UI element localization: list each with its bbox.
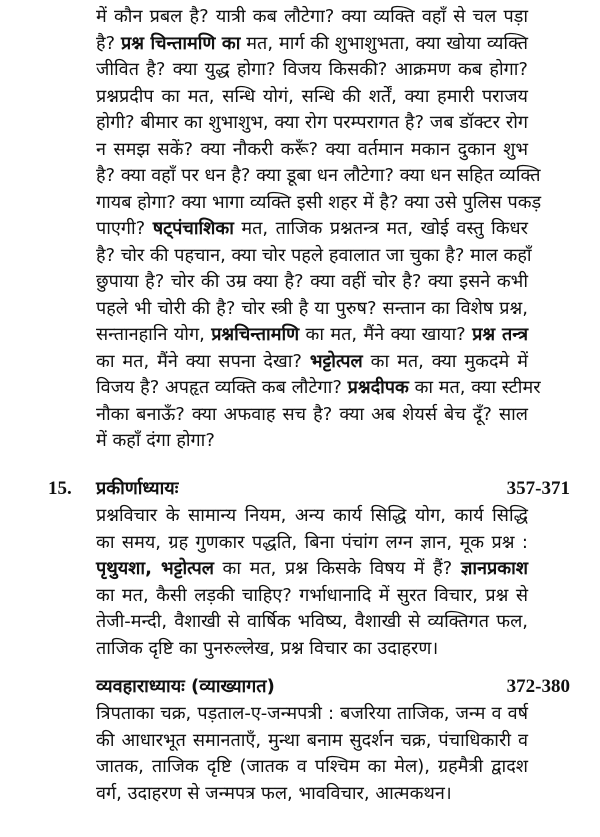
bold-reference: प्रश्नचिन्तामणि	[211, 324, 300, 345]
text-line	[96, 110, 528, 137]
intro-paragraph	[96, 4, 542, 455]
text-segment: है? क्या वहाँ पर धन है? क्या डूबा धन लौटेगा? क्या धन सहित व्यक्ति	[96, 165, 541, 186]
text-segment: छुपाया है? चोर की उम्र क्या है? क्या वहीं चोर है? क्या इसने कभी	[96, 271, 528, 292]
text-segment: मत, मार्ग की शुभाशुभता, क्या खोया व्यक्ति	[240, 32, 528, 54]
section-15-title: प्रकीर्णाध्यायः	[96, 478, 179, 499]
text-segment: का मत, प्रश्न किसके विषय में हैं?	[213, 558, 461, 579]
section-number: 15.	[48, 478, 72, 499]
text-line	[96, 296, 528, 323]
bold-reference: पृथुयशा, भट्टोत्पल	[96, 558, 214, 579]
text-segment: का मत, मैंने क्या खाया?	[299, 324, 473, 345]
text-segment: जीवित है? क्या युद्ध होगा? विजय किसकी? आक्रमण कब होगा?	[96, 59, 528, 80]
text-segment: प्रश्नप्रदीप का मत, सन्धि योगं, सन्धि की शर्तें, क्या हमारी पराजय	[96, 85, 528, 107]
text-line	[96, 701, 528, 728]
text-segment: की आधारभूत समानताएँ, मुन्था बनाम सुदर्शन चक्र, पंचाधिकारी व	[96, 729, 528, 751]
text-line	[96, 163, 541, 190]
bold-reference: प्रश्न तन्त्र	[472, 324, 529, 345]
text-segment: का मत, मैंने क्या सपना देखा?	[96, 350, 310, 372]
text-line	[96, 84, 528, 111]
text-line	[96, 322, 528, 349]
text-segment: का मत, कैसी लड़की चाहिए? गर्भाधानादि में सुरत विचार, प्रश्न से	[96, 584, 528, 606]
text-line	[96, 402, 528, 429]
text-segment: जातक, ताजिक दृष्टि (जातक व पश्चिम का मेल), ग्रहमैत्री द्वादश	[96, 756, 528, 777]
text-line	[96, 754, 528, 781]
text-line	[96, 781, 528, 808]
text-line	[96, 728, 528, 755]
text-line	[96, 583, 528, 610]
text-line	[96, 428, 528, 455]
section-16-title: व्यवहाराध्यायः (व्याख्यागत)	[96, 676, 275, 697]
text-segment: पहले भी चोरी की है? चोर स्त्री है या पुरुष? सन्तान का विशेष प्रश्न,	[96, 297, 528, 319]
text-segment: होगी? बीमार का शुभाशुभ, क्या रोग परम्परागत है? जब डॉक्टर रोग	[96, 112, 528, 133]
section-16-body	[96, 701, 528, 807]
section-16-pages: 372-380	[506, 676, 570, 697]
text-line	[96, 269, 528, 296]
text-segment: का मत, क्या स्टीमर	[408, 377, 541, 398]
text-segment: तेजी-मन्दी, वैशाखी से वार्षिक भविष्य, वैशाखी से व्यक्तिगत फल,	[96, 611, 528, 632]
text-segment: में कौन प्रबल है? यात्री कब लौटेगा? क्या व्यक्ति वहाँ से चल पड़ा	[96, 6, 528, 27]
text-line	[96, 636, 528, 663]
text-line	[96, 137, 528, 164]
text-line	[96, 190, 542, 217]
text-line	[96, 503, 528, 530]
text-segment: है?	[96, 32, 122, 54]
section-15-pages: 357-371	[506, 478, 570, 499]
text-line	[96, 57, 528, 84]
text-segment: सन्तानहानि योग,	[96, 324, 212, 345]
text-line	[96, 556, 528, 583]
text-segment: न समझ सकें? क्या नौकरी करूँ? क्या वर्तमान मकान दुकान शुभ	[96, 138, 528, 160]
text-segment: में कहाँ दंगा होगा?	[96, 430, 215, 451]
bold-reference: भट्टोत्पल	[309, 350, 363, 372]
text-segment: का मत, क्या मुकदमे में	[362, 350, 529, 372]
text-segment: है? चोर की पहचान, क्या चोर पहले हवालात जा चुका है? माल कहाँ	[96, 244, 532, 266]
text-segment: का समय, ग्रह गुणकार पद्धति, बिना पंचांग लग्न ज्ञान, मूक प्रश्न :	[96, 531, 528, 553]
text-line	[96, 375, 541, 402]
text-segment: पाएगी?	[96, 218, 153, 239]
text-segment: प्रश्नविचार के सामान्य नियम, अन्य कार्य सिद्धि योग, कार्य सिद्धि	[96, 505, 528, 526]
text-segment: ताजिक दृष्टि का पुनरुल्लेख, प्रश्न विचार का उदाहरण।	[96, 637, 439, 659]
text-segment: मत, ताजिक प्रश्नतन्त्र मत, खोई वस्तु किधर	[233, 218, 528, 239]
bold-reference: ज्ञानप्रकाश	[460, 558, 528, 579]
section-15-body	[96, 503, 528, 662]
text-line	[96, 530, 528, 557]
bold-reference: षट्पंचाशिका	[152, 218, 234, 239]
text-segment: विजय है? अपहृत व्यक्ति कब लौटेगा?	[96, 377, 348, 398]
text-line	[96, 216, 528, 243]
text-line	[96, 4, 528, 31]
text-line	[96, 349, 528, 376]
text-segment: गायब होगा? क्या भागा व्यक्ति इसी शहर में है? क्या उसे पुलिस पकड़	[96, 191, 542, 213]
text-line	[96, 31, 528, 58]
section-15-number	[48, 476, 72, 502]
text-segment: त्रिपताका चक्र, पड़ताल-ए-जन्मपत्री : बजरिया ताजिक, जन्म व वर्ष	[96, 703, 528, 724]
bold-reference: प्रश्नदीपक	[347, 377, 409, 398]
bold-reference: प्रश्न चिन्तामणि का	[121, 32, 241, 54]
text-segment: नौका बनाऊँ? क्या अफवाह सच है? क्या अब शेयर्स बेच दूँ? साल	[96, 403, 528, 425]
text-segment: वर्ग, उदाहरण से जन्मपत्र फल, भावविचार, आत्मकथन।	[96, 782, 452, 804]
text-line	[96, 243, 532, 270]
text-line	[96, 609, 528, 636]
